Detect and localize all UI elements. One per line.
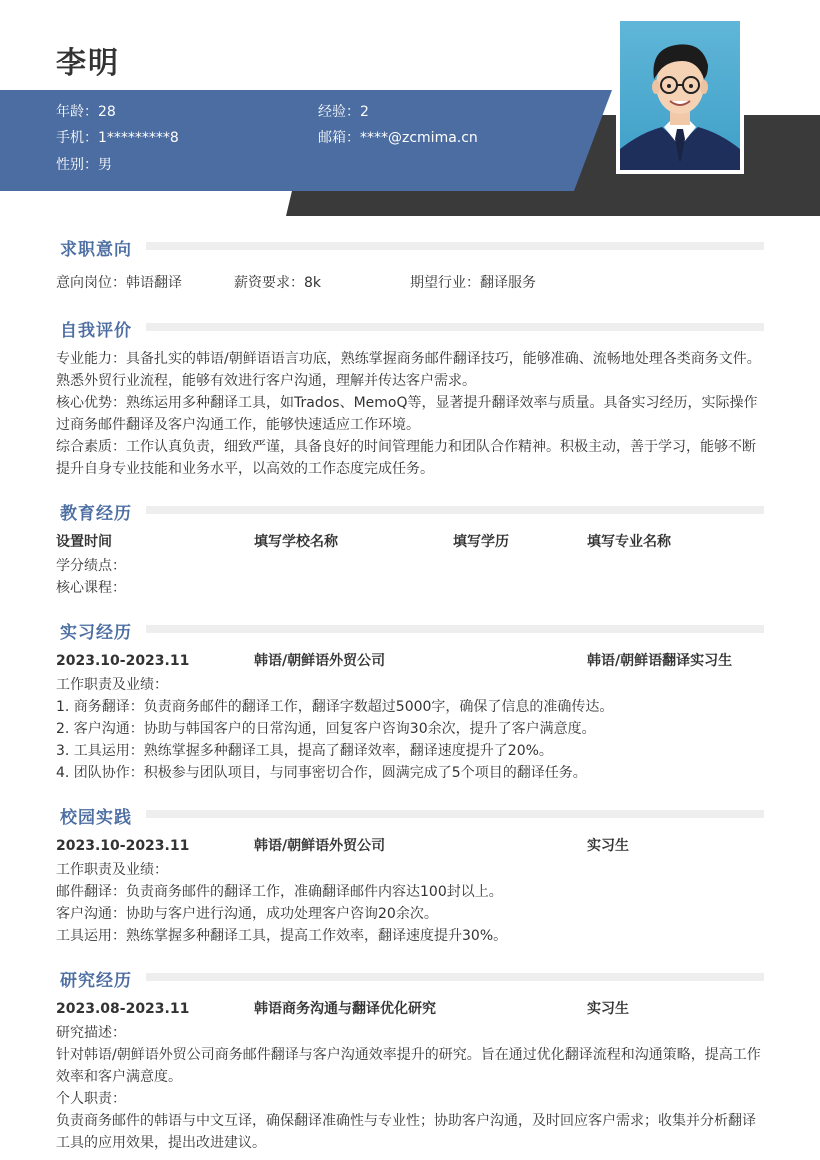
list-item: 2. 客户沟通：协助与韩国客户的日常沟通，回复客户咨询30余次，提升了客户满意度。 — [56, 721, 596, 737]
education-time: 设置时间 — [56, 534, 112, 550]
section-title-research: 研究经历 — [60, 971, 132, 991]
campus-date: 2023.10-2023.11 — [56, 838, 190, 854]
gender-info: 性别：男 — [56, 157, 112, 173]
research-duty: 负责商务邮件的韩语与中文互译，确保翻译准确性与专业性；协助客户沟通，及时回应客户需求；收集并分析翻译工具的应用效果，提出改进建议。 — [56, 1113, 756, 1151]
research-role: 实习生 — [587, 1001, 629, 1017]
internship-duties-label: 工作职责及业绩： — [56, 677, 168, 693]
section-divider — [146, 973, 764, 981]
avatar — [616, 17, 744, 174]
education-major: 填写专业名称 — [587, 534, 671, 550]
portrait-photo — [620, 21, 740, 170]
section-divider — [146, 625, 764, 633]
section-title-self-eval: 自我评价 — [60, 321, 132, 341]
research-duty-label: 个人职责： — [56, 1091, 126, 1107]
education-school: 填写学校名称 — [254, 534, 338, 550]
list-item: 4. 团队协作：积极参与团队项目，与同事密切合作，圆满完成了5个项目的翻译任务。 — [56, 765, 587, 781]
list-item: 客户沟通：协助与客户进行沟通，成功处理客户咨询20余次。 — [56, 906, 438, 922]
self-eval-paragraph: 专业能力：具备扎实的韩语/朝鲜语语言功底，熟练掌握商务邮件翻译技巧，能够准确、流畅地处理各类商务文件。熟悉外贸行业流程，能够有效进行客户沟通，理解并传达客户需求。 — [56, 351, 761, 389]
campus-org: 韩语/朝鲜语外贸公司 — [254, 838, 386, 854]
education-courses: 核心课程： — [56, 580, 126, 596]
education-degree: 填写学历 — [453, 534, 509, 550]
research-description: 针对韩语/朝鲜语外贸公司商务邮件翻译与客户沟通效率提升的研究。旨在通过优化翻译流程和沟通策略，提高工作效率和客户满意度。 — [56, 1047, 761, 1085]
section-divider — [146, 810, 764, 818]
section-title-education: 教育经历 — [60, 504, 132, 524]
internship-company: 韩语/朝鲜语外贸公司 — [254, 653, 386, 669]
candidate-name: 李明 — [56, 46, 120, 81]
experience-info: 经验：2 — [318, 104, 369, 120]
research-date: 2023.08-2023.11 — [56, 1001, 190, 1017]
phone-info: 手机：1*********8 — [56, 130, 179, 146]
list-item: 工具运用：熟练掌握多种翻译工具，提高工作效率，翻译速度提升30%。 — [56, 928, 508, 944]
section-title-internship: 实习经历 — [60, 623, 132, 643]
internship-date: 2023.10-2023.11 — [56, 653, 190, 669]
research-project: 韩语商务沟通与翻译优化研究 — [254, 1001, 436, 1017]
education-gpa: 学分绩点： — [56, 558, 126, 574]
internship-role: 韩语/朝鲜语翻译实习生 — [587, 653, 733, 669]
self-eval-paragraph: 综合素质：工作认真负责，细致严谨，具备良好的时间管理能力和团队合作精神。积极主动，善于学习，能够不断提升自身专业技能和业务水平，以高效的工作态度完成任务。 — [56, 439, 756, 477]
expected-industry: 期望行业：翻译服务 — [410, 275, 536, 291]
list-item: 邮件翻译：负责商务邮件的翻译工作，准确翻译邮件内容达100封以上。 — [56, 884, 503, 900]
section-divider — [146, 323, 764, 331]
age-info: 年龄：28 — [56, 104, 116, 120]
list-item: 1. 商务翻译：负责商务邮件的翻译工作，翻译字数超过5000字，确保了信息的准确传达。 — [56, 699, 614, 715]
campus-duties-label: 工作职责及业绩： — [56, 862, 168, 878]
research-desc-label: 研究描述： — [56, 1025, 126, 1041]
section-divider — [146, 242, 764, 250]
campus-role: 实习生 — [587, 838, 629, 854]
self-eval-paragraph: 核心优势：熟练运用多种翻译工具，如Trados、MemoQ等，显著提升翻译效率与质量。具备实习经历，实际操作过商务邮件翻译及客户沟通工作，能够快速适应工作环境。 — [56, 395, 758, 433]
section-title-campus: 校园实践 — [60, 808, 132, 828]
list-item: 3. 工具运用：熟练掌握多种翻译工具，提高了翻译效率，翻译速度提升了20%。 — [56, 743, 553, 759]
salary-requirement: 薪资要求：8k — [234, 275, 322, 291]
intended-position: 意向岗位：韩语翻译 — [56, 275, 182, 291]
section-divider — [146, 506, 764, 514]
section-title-job-intent: 求职意向 — [60, 240, 132, 260]
email-info: 邮箱：****@zcmima.cn — [318, 130, 478, 146]
